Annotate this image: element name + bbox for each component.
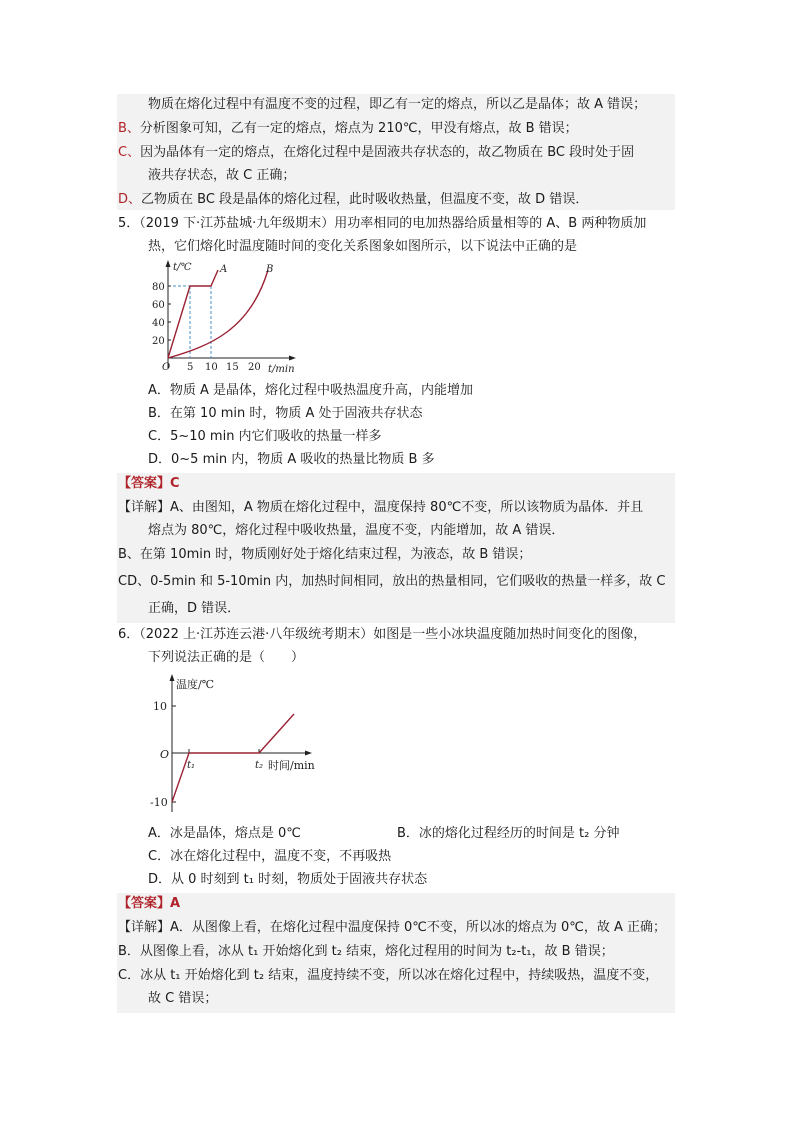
q6-option-d: D．从 0 时刻到 t₁ 时刻，物质处于固液共存状态 <box>148 872 428 887</box>
q6-curve <box>172 714 294 802</box>
q5-detail: B、在第 10min 时，物质刚好处于熔化结束过程，为液态，故 B 错误； <box>118 547 532 562</box>
q6-x-arrow <box>305 751 312 756</box>
q5-x-tick: 10 <box>205 362 218 373</box>
q5-curve-b <box>168 270 268 358</box>
q5-option-d: D．0~5 min 内，物质 A 吸收的热量比物质 B 多 <box>148 452 435 467</box>
q6-y-axis-label: 温度/℃ <box>176 678 215 691</box>
q5-y-tick: 80 <box>152 282 165 293</box>
q5-option-c: C．5~10 min 内它们吸收的热量一样多 <box>148 429 382 444</box>
q5-curve-a-label: A <box>220 264 228 275</box>
q6-t1-label: t₁ <box>187 760 196 771</box>
q5-option-a: A．物质 A 是晶体，熔化过程中吸热温度升高，内能增加 <box>148 383 474 398</box>
q5-y-arrow <box>166 260 171 267</box>
q5-detail: 【详解】A、由图知，A 物质在熔化过程中，温度保持 80℃不变，所以该物质为晶体．并且 <box>118 500 644 515</box>
q5-stem-line1: 5．（2019 下·江苏盐城·九年级期末）用功率相同的电加热器给质量相等的 A、B 两种物质加 <box>118 216 647 231</box>
analysis-label-d: D、 <box>118 192 142 207</box>
q6-detail: 故 C 错误； <box>148 991 218 1006</box>
analysis-line-d <box>118 191 588 209</box>
analysis-text-c: 因为晶体有一定的熔点，在熔化过程中是固液共存状态的，故乙物质在 BC 段时处于固 <box>140 145 635 160</box>
q6-t2-label: t₂ <box>255 760 264 771</box>
q5-y-axis-label: t/℃ <box>173 262 192 273</box>
analysis-text-b: 分析图象可知，乙有一定的熔点，熔点为 210℃，甲没有熔点，故 B 错误； <box>139 121 578 136</box>
q6-origin-label: O <box>160 748 170 761</box>
analysis-text-d: 乙物质在 BC 段是晶体的熔化过程，此时吸收热量，但温度不变，故 D 错误． <box>141 192 589 207</box>
q6-stem-line1: 6．（2022 上·江苏连云港·八年级统考期末）如图是一些小冰块温度随加热时间变化的图像， <box>118 627 647 642</box>
q5-x-axis-label: t/min <box>268 364 295 375</box>
q5-detail: CD、0-5min 和 5-10min 内，加热时间相同，放出的热量相同，它们吸收的热量一样多，故 C <box>118 574 666 589</box>
q5-y-tick: 40 <box>152 318 165 329</box>
q6-option-a: A．冰是晶体，熔点是 0℃ <box>148 826 301 841</box>
q6-detail: C．冰从 t₁ 开始熔化到 t₂ 结束，温度持续不变，所以冰在熔化过程中，持续吸热，温度不变， <box>118 968 659 983</box>
q6-x-axis-label: 时间/min <box>268 759 315 772</box>
analysis-line: 物质在熔化过程中有温度不变的过程，即乙有一定的熔点，所以乙是晶体；故 A 错误； <box>148 97 647 112</box>
analysis-label-b: B、 <box>118 121 140 136</box>
q6-y-arrow <box>170 674 175 681</box>
q6-y-tick: -10 <box>150 796 168 809</box>
q5-option-b: B．在第 10 min 时，物质 A 处于固液共存状态 <box>148 406 423 421</box>
q6-y-tick: 10 <box>153 700 167 713</box>
q6-answer: 【答案】A <box>118 896 181 911</box>
q5-curve-b-label: B <box>266 264 274 275</box>
q6-stem-line2: 下列说法正确的是（ ） <box>148 650 305 665</box>
q6-option-c: C．冰在熔化过程中，温度不变，不再吸热 <box>148 849 392 864</box>
q5-x-arrow <box>289 356 296 361</box>
q5-y-tick: 60 <box>152 300 165 311</box>
q6-option-b: B．冰的熔化过程经历的时间是 t₂ 分钟 <box>397 826 620 841</box>
q5-y-tick: 20 <box>152 336 165 347</box>
q5-detail: 熔点为 80℃，熔化过程中吸收热量，温度不变，内能增加，故 A 错误． <box>148 523 565 538</box>
q5-stem-line2: 热，它们熔化时温度随时间的变化关系图象如图所示，以下说法中正确的是 <box>148 239 578 254</box>
q5-origin-label: O <box>162 362 171 373</box>
q5-detail: 正确，D 错误． <box>148 601 241 616</box>
q6-ice-graph <box>148 672 323 817</box>
q6-detail: 【详解】A．从图像上看，在熔化过程中温度保持 0℃不变，所以冰的熔点为 0℃，故 A 正确； <box>118 920 667 935</box>
analysis-line-c2: 液共存状态，故 C 正确； <box>148 168 296 183</box>
q5-x-tick: 15 <box>226 362 239 373</box>
q5-answer: 【答案】C <box>118 476 180 491</box>
q6-detail: B．从图像上看，冰从 t₁ 开始熔化到 t₂ 结束，熔化过程用的时间为 t₂-t₁，故 B 错误； <box>118 944 614 959</box>
analysis-line-b <box>118 120 578 138</box>
q5-x-tick: 5 <box>187 362 194 373</box>
q5-melting-graph <box>140 258 300 376</box>
analysis-line-c <box>118 144 634 162</box>
analysis-label-c: C、 <box>118 145 141 160</box>
q5-x-tick: 20 <box>248 362 261 373</box>
